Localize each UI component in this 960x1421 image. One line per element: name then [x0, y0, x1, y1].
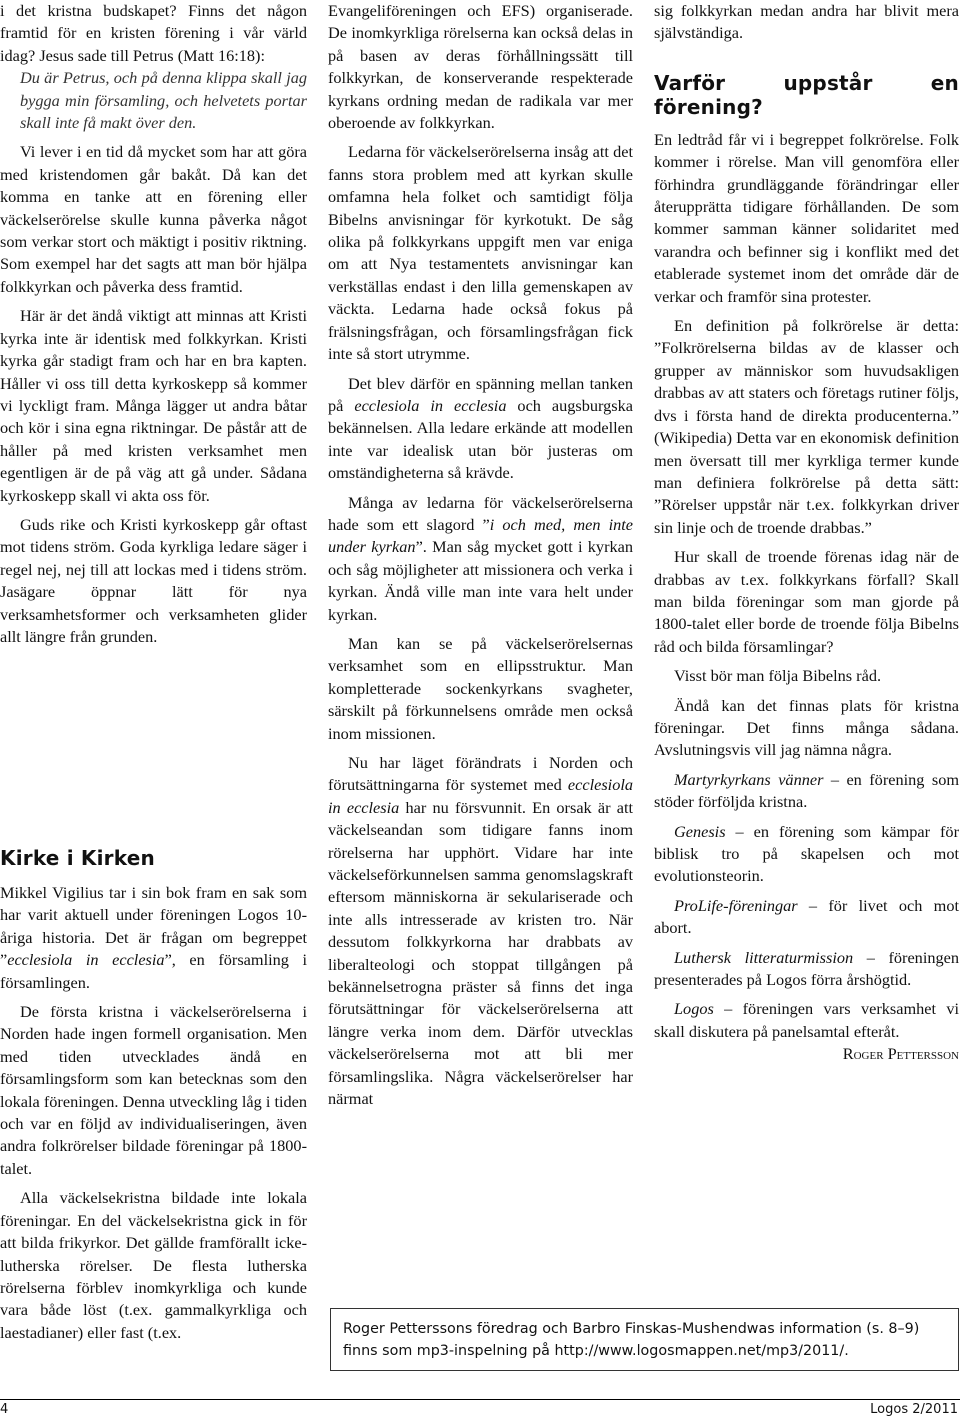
paragraph: En ledtråd får vi i begreppet folkrörelse. Folk kommer i rörelse. Man vill genomföra eller förhindra grundläggande förändringar eller återupprätta tidigare förhållanden. De som kommer samman känner solidaritet med varandra och befinner sig i konflikt med det etablerade systemet inom det område där de verkar och framför sina protester. — [654, 129, 959, 306]
recording-info-box: Roger Petterssons föredrag och Barbro Finskas-Mushendwas information (s. 8–9) finns som mp3-inspelning på http://www.logosmappen.net/mp3/2011/. — [330, 1308, 959, 1371]
author-signature: Roger Pettersson — [842, 1044, 959, 1064]
issue-label: Logos 2/2011 — [870, 1402, 958, 1417]
paragraph: Det blev därför en spänning mellan tanken på ecclesiola in ecclesia och augsburgska bekännelsen. Alla ledare erkände att modellen inte var idealisk utan bör justeras om omständigheterna så krävde. — [328, 373, 634, 483]
bible-quote: Du är Petrus, och på denna klippa skall jag bygga min församling, och helvetets portar skall inte få makt över den. — [20, 68, 307, 133]
paragraph: Guds rike och Kristi kyrkoskepp går oftast mot tidens ström. Goda kyrkliga ledare säger i regel nej, nej till att lockas med i tidens ström. Jasägare öppnar lätt för nya verksamhetsformer och verksamheten glider allt längre från grunden. — [0, 514, 307, 646]
section-heading-kirke-i-kirken: Kirke i Kirken — [0, 846, 155, 870]
association-item: Logos – föreningen vars verksamhet vi skall diskutera på panelsamtal efteråt. — [654, 999, 959, 1041]
paragraph: Här är det ändå viktigt att minnas att Kristi kyrka inte är identisk med folkkyrkan. Kristi kyrka går stadigt fram och har en bra kapten. Håller vi oss till detta kyrkoskepp så kommer vi lyckligt fram. Många lägger ut andra båtar och kör i sina egna riktningar. De påstår att de håller på med kristen verksamhet men egentligen är de på väg att gå under. Sådana kyrkoskepp skall vi akta oss för. — [0, 306, 307, 505]
association-item: Martyrkyrkans vänner – en förening som stöder förföljda kristna. — [654, 769, 959, 812]
paragraph: Ledarna för väckelserörelserna insåg att det fanns stora problem med att kyrkan skulle omfamna hela folket och samtidigt följa Bibelns anvisningar för kyrkotukt. De såg olika på folkkyrkans uppgift men var eniga om att Nya testamentets anvisningar kan verkställas endast i den lilla gemenskapen av väckta. Ledarna hade också fokus på frälsningsfrågan, och församlingsfrågan fick inte så stort utrymme. — [328, 142, 633, 364]
column-1-continued — [0, 882, 307, 1344]
association-item: Genesis – en förening som kämpar för biblisk tro på skapelsen och mot evolutionsteorin. — [654, 821, 959, 886]
paragraph: Man kan se på väckelserörelsernas verksamhet som en ellipsstruktur. Man kompletterade sockenkyrkans svagheter, särskilt på förkunnelsens område men också inom missionen. — [328, 633, 633, 743]
paragraph: i det kristna budskapet? Finns det någon framtid för en kristen förening i vår värld idag? Jesus sade till Petrus (Matt 16:18): — [0, 1, 307, 65]
paragraph: Hur skall de troende förenas idag när de drabbas av t.ex. folkkyrkans förfall? Skall man bilda föreningar som man gjorde på 1800-talet eller borde de troende följa Bibelns råd och bilda församlingar? — [654, 547, 959, 656]
section-heading-varfor-uppstar: Varför uppstår en förening? — [654, 70, 959, 119]
column-2 — [328, 0, 633, 1111]
association-item: Luthersk litteraturmission – föreningen presenterades på Logos förra årshögtid. — [654, 947, 959, 990]
paragraph: Ändå kan det finnas plats för kristna föreningar. Det finns många sådana. Avslutningsvis vill jag nämna några. — [654, 695, 959, 760]
paragraph: Många av ledarna för väckelserörelserna hade som ett slagord ”i och med, men inte under kyrkan”. Man såg mycket gott i kyrkan och såg möjligheter att missionera och verka i kyrkan. Ändå ville man inte vara helt under kyrkan. — [328, 492, 634, 624]
paragraph: Nu har läget förändrats i Norden och förutsättningarna för systemet med ecclesiola in ecclesia har nu försvunnit. En orsak är att väckelseandan som tidigare fanns inom rörelserna har upphört. Vidare har inte väckelseförkunnelsen samma genomslagskraft eftersom människorna är sekulariserade och inte alls intresserade av kristen tro. När dessutom folkkyrkorna har drabbats av liberalteologi och stoppat tillgången på bekännelsetrogna präster så finns det inga förutsättningar för väckelserörelserna att längre verka inom dem. Därför utvecklas väckelserörelserna mot att bli mer församlingslika. Några väckelserörelser har närmat — [328, 753, 633, 1109]
paragraph: Mikkel Vigilius tar i sin bok fram en sak som har varit aktuell under föreningen Logos 10-åriga historia. Det är frågan om begreppet ”ecclesiola in ecclesia”, en församling i församlingen. — [0, 883, 307, 992]
column-3 — [654, 0, 959, 1066]
paragraph: En definition på folkrörelse är detta: ”Folkrörelserna bildas av de klasser och grupper av människor som huvudsakligen drabbas av att staters och företags rutiner följs, dvs i första hand de direkta producenterna.” (Wikipedia) Detta var en ekonomisk definition men översatt till mer kyrkliga termer kunde man definiera folkrörelse på detta sätt: ”Rörelser uppstår när t.ex. folkkyrkan driver sin linje och de troende drabbas.” — [654, 316, 959, 537]
paragraph: Evangeliföreningen och EFS) organiserade. De inomkyrkliga rörelserna kan också delas in på basen av deras förhållningssätt till folkkyrkan, de konserverande respekterade kyrkans ordning medan de radikala var mer oberoende av folkkyrkan. — [328, 1, 633, 133]
paragraph: Vi lever i en tid då mycket som har att göra med kristendomen går bakåt. Då kan det komma en tanke att en förening eller väckelserörelse skulle kunna påverka något som verkar stort och mäktigt i positiv riktning. Som exempel har det sagts att man bör hjälpa folkkyrkan och påverka dess framtid. — [0, 142, 307, 296]
column-1 — [0, 0, 307, 648]
paragraph: De första kristna i väckelserörelserna i Norden hade ingen formell organisation. Men med tiden utvecklades ändå en församlingsform som kan betecknas som den lokala föreningen. Denna utveckling låg i tiden och var en följd av individualiseringen, även andra folkrörelser bildade föreningar på 1800-talet. — [0, 1002, 307, 1178]
page-footer — [0, 1399, 960, 1421]
paragraph: Visst bör man följa Bibelns råd. — [674, 666, 882, 686]
paragraph: Alla väckelsekristna bildade inte lokala föreningar. En del väckelsekristna gick in för att bilda frikyrkor. Det gällde framförallt icke-lutherska rörelser. De flesta lutherska rörelserna förblev inomkyrkliga och kunde vara både löst (t.ex. gammalkyrkliga och laestadianer) eller fast (t.ex. — [0, 1188, 307, 1342]
paragraph: sig folkkyrkan medan andra har blivit mera självständiga. — [654, 1, 959, 43]
page-number: 4 — [0, 1402, 9, 1417]
association-item: ProLife-föreningar – för livet och mot abort. — [654, 895, 959, 938]
